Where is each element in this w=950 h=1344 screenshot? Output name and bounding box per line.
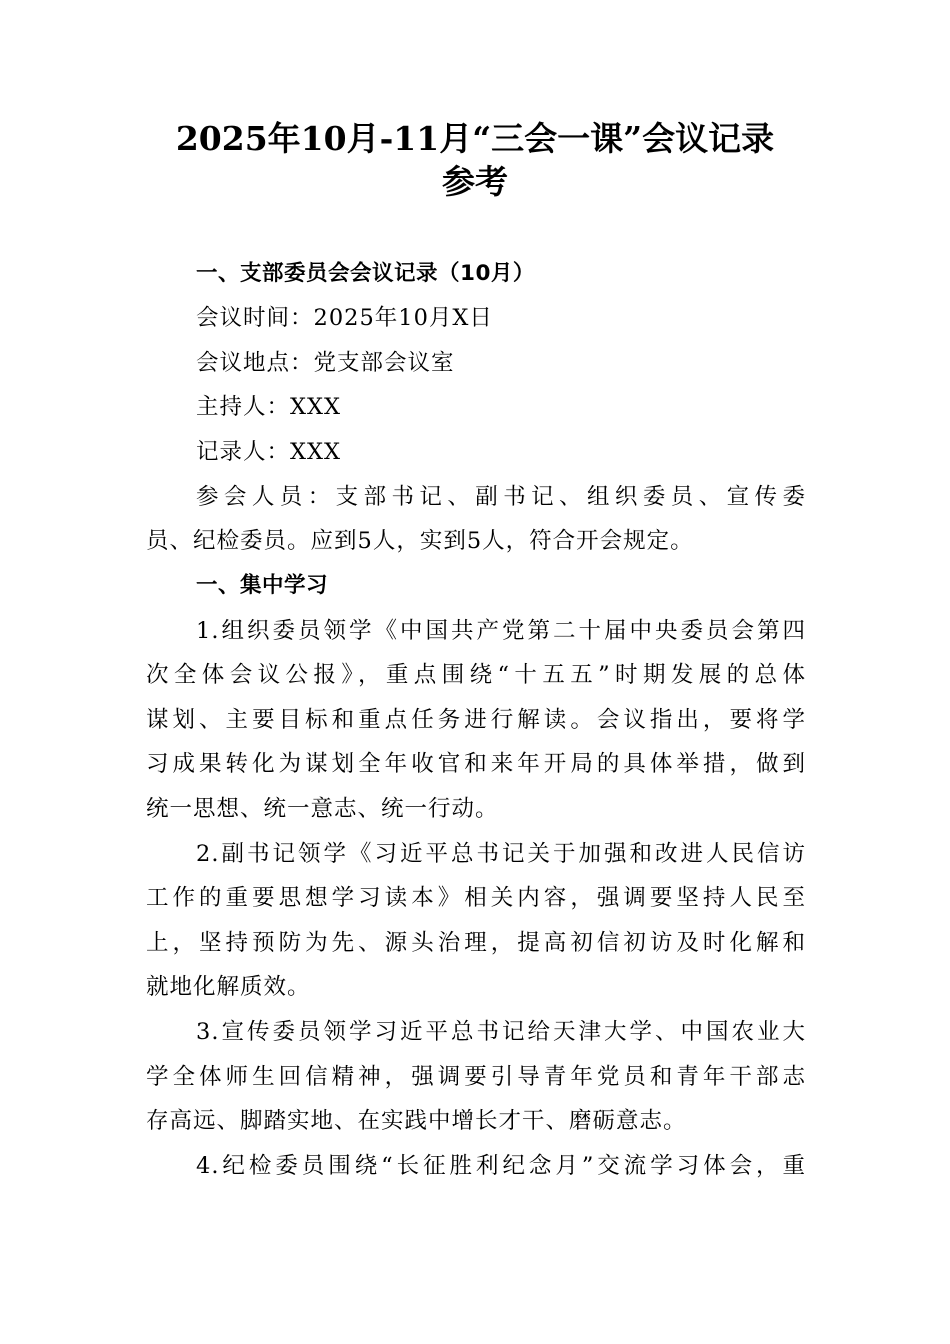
meeting-time: 会议时间：2025年10月X日 — [196, 305, 493, 331]
paragraph-line: 3.宣传委员领学习近平总书记给天津大学、中国农业大 — [196, 1019, 806, 1045]
meeting-recorder: 记录人：XXX — [196, 439, 342, 465]
meeting-host: 主持人：XXX — [196, 394, 342, 420]
attendees-line: 员、纪检委员。应到5人，实到5人，符合开会规定。 — [146, 528, 694, 554]
attendees-line: 参会人员：支部书记、副书记、组织委员、宣传委 — [196, 484, 806, 510]
paragraph-line: 上，坚持预防为先、源头治理，提高初信初访及时化解和 — [146, 930, 806, 956]
document-title: 2025年10月-11月“三会一课”会议记录 — [175, 119, 775, 158]
paragraph-line: 学全体师生回信精神，强调要引导青年党员和青年干部志 — [146, 1064, 806, 1090]
paragraph-line: 工作的重要思想学习读本》相关内容，强调要坚持人民至 — [146, 885, 806, 911]
paragraph-line: 统一思想、统一意志、统一行动。 — [146, 796, 499, 822]
section-heading-branch-committee: 一、支部委员会会议记录（10月） — [196, 261, 535, 286]
paragraph-line: 次全体会议公报》，重点围绕“十五五”时期发展的总体 — [146, 662, 806, 688]
paragraph-line: 就地化解质效。 — [146, 974, 311, 1000]
paragraph-line: 4.纪检委员围绕“长征胜利纪念月”交流学习体会，重 — [196, 1153, 806, 1179]
document-title-continued: 参考 — [442, 162, 508, 201]
section-heading-study: 一、集中学习 — [196, 573, 329, 598]
paragraph-line: 2.副书记领学《习近平总书记关于加强和改进人民信访 — [196, 841, 806, 867]
paragraph-line: 1.组织委员领学《中国共产党第二十届中央委员会第四 — [196, 618, 806, 644]
paragraph-line: 习成果转化为谋划全年收官和来年开局的具体举措，做到 — [146, 751, 806, 777]
paragraph-line: 存高远、脚踏实地、在实践中增长才干、磨砺意志。 — [146, 1108, 687, 1134]
paragraph-line: 谋划、主要目标和重点任务进行解读。会议指出，要将学 — [146, 707, 806, 733]
meeting-place: 会议地点：党支部会议室 — [196, 350, 455, 376]
